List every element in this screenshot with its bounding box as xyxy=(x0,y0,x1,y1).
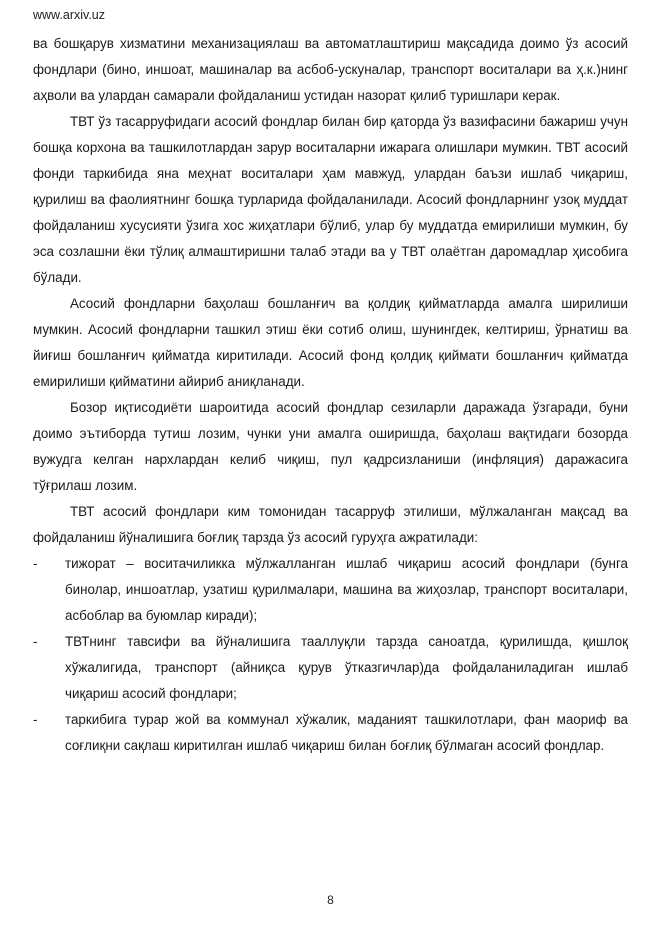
dash-marker: - xyxy=(33,556,38,571)
bullet-list xyxy=(33,551,628,759)
list-item-text: тижорат – воситачиликка мўлжалланган ишлаб чиқариш асосий фондлари (бунга бинолар, иншоатлар, узатиш қурилмалари, машина ва жиҳозлар, транспорт воситалари, асбоблар ва буюмлар киради); xyxy=(65,556,628,623)
list-item-text: таркибига турар жой ва коммунал хўжалик, маданият ташкилотлари, фан маориф ва соғлиқни сақлаш киритилган ишлаб чиқариш билан боғлиқ бўлмаган асосий фондлар. xyxy=(65,712,628,753)
document-body xyxy=(33,31,628,759)
list-item xyxy=(33,629,628,707)
list-item xyxy=(33,707,628,759)
list-item xyxy=(33,551,628,629)
paragraph: Бозор иқтисодиёти шароитида асосий фондлар сезиларли даражада ўзгаради, буни доимо эътиборда тутиш лозим, чунки уни амалга оширишда, баҳолаш вақтидаги бозорда вужудга келган нархлардан келиб чиқиш, пул қадрсизланиши (инфляция) даражасига тўғрилаш лозим. xyxy=(33,400,628,493)
dash-marker: - xyxy=(33,634,38,649)
site-header: www.arxiv.uz xyxy=(33,8,106,22)
paragraph-continuation: ва бошқарув хизматини механизациялаш ва автоматлаштириш мақсадида доимо ўз асосий фондлари (бино, иншоат, машиналар ва асбоб-ускуналар, транспорт воситалари ва ҳ.к.)нинг аҳволи ва улардан самарали фойдаланиш устидан назорат қилиб туришлари керак. xyxy=(33,36,628,103)
page-number: 8 xyxy=(327,893,334,907)
paragraph: ТВТ асосий фондлари ким томонидан тасарруф этилиши, мўлжаланган мақсад ва фойдаланиш йўналишига боғлиқ тарзда ўз асосий гуруҳга ажратилади: xyxy=(33,504,628,545)
list-item-text: ТВТнинг тавсифи ва йўналишига тааллуқли тарзда саноатда, қурилишда, қишлоқ хўжалигида, транспорт (айниқса қурув ўтказгичлар)да фойдаланиладиган ишлаб чиқариш асосий фондлари; xyxy=(65,634,628,701)
dash-marker: - xyxy=(33,712,38,727)
paragraph: Асосий фондларни баҳолаш бошланғич ва қолдиқ қийматларда амалга ширилиши мумкин. Асосий фондларни ташкил этиш ёки сотиб олиш, шунингдек, келтириш, ўрнатиш ва йиғиш бошланғич қийматда киритилади. Асосий фонд қолдиқ қиймати бошланғич қийматда емирилиши қийматини айириб аниқланади. xyxy=(33,296,628,389)
paragraph: ТВТ ўз тасарруфидаги асосий фондлар билан бир қаторда ўз вазифасини бажариш учун бошқа корхона ва ташкилотлардан зарур воситаларни ижарага олишлари мумкин. ТВТ асосий фонди таркибида яна меҳнат воситалари ҳам мавжуд, улардан баъзи ишлаб чиқариш, қурилиш ва фаолиятнинг бошқа турларида фойдаланилади. Асосий фондларнинг узоқ муддат фойдаланиш хусусияти ўзига хос жиҳатлари бўлиб, улар бу муддатда емирилиши мумкин, бу эса созлашни ёки тўлиқ алмаштиришни талаб этади ва у ТВТ олаётган даромадлар ҳисобига бўлади. xyxy=(33,114,628,285)
